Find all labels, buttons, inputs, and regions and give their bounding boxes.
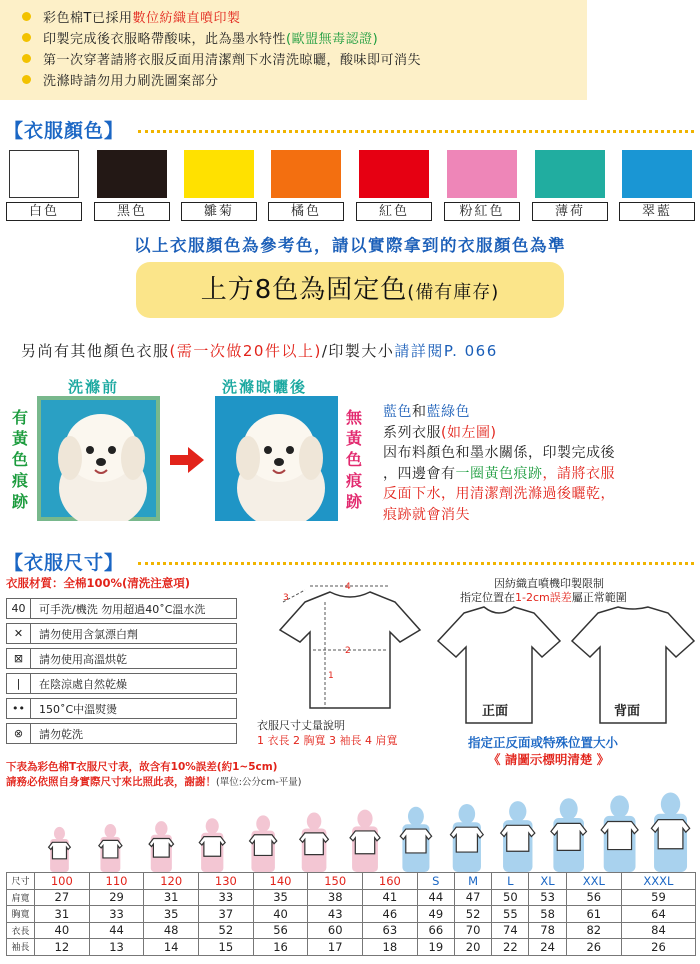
table-cell: 24 xyxy=(529,939,566,956)
fixed-sub: (備有庫存) xyxy=(407,282,500,303)
table-cell: 40 xyxy=(35,922,90,939)
table-cell: 41 xyxy=(363,889,418,906)
desc-and: 和 xyxy=(412,404,427,420)
no-dry-clean-icon: ⊗ xyxy=(7,724,31,743)
size-figure xyxy=(199,818,225,872)
adult-size-header: M xyxy=(454,873,491,890)
swatch-label: 黑色 xyxy=(94,202,170,221)
dog-before-image xyxy=(37,396,160,521)
bullet-icon xyxy=(22,75,31,84)
table-cell: 55 xyxy=(492,906,529,923)
table-cell: 44 xyxy=(89,922,144,939)
swatch-label: 紅色 xyxy=(356,202,432,221)
swatch-label: 翠藍 xyxy=(619,202,695,221)
desc-4c: ，請將衣服 xyxy=(542,465,615,482)
specify-line-2: 《 請圖示標明清楚 》 xyxy=(488,752,610,767)
iron-icon: •• xyxy=(7,699,31,718)
size-figures xyxy=(34,790,696,872)
table-cell: 63 xyxy=(363,922,418,939)
swatch-label: 橘色 xyxy=(268,202,344,221)
swatch-color xyxy=(9,150,79,198)
care-text: 請勿使用高溫烘乾 xyxy=(39,652,127,666)
table-cell: 22 xyxy=(492,939,529,956)
adult-size-header: XXXL xyxy=(621,873,695,890)
other-c: /印製大小 xyxy=(321,342,395,360)
swatch-label: 粉紅色 xyxy=(444,202,520,221)
desc-line-4 xyxy=(383,464,695,485)
size-figure xyxy=(99,824,122,872)
table-cell: 44 xyxy=(417,889,454,906)
table-cell: 33 xyxy=(199,889,254,906)
after-label: 洗滌晾曬後 xyxy=(222,378,308,396)
care-row xyxy=(6,648,237,669)
back-label: 背面 xyxy=(614,704,641,719)
table-cell: 15 xyxy=(199,939,254,956)
size-figures-svg xyxy=(34,790,696,872)
table-cell: 29 xyxy=(89,889,144,906)
desc-line-1 xyxy=(383,402,695,423)
measure-1: 1 xyxy=(328,671,334,681)
table-cell: 49 xyxy=(417,906,454,923)
swatch-label: 白色 xyxy=(6,202,82,221)
swatch-color xyxy=(359,150,429,198)
swatch-color xyxy=(271,150,341,198)
desc-see-left: (如左圖) xyxy=(441,424,497,441)
pl-a: 指定位置在 xyxy=(460,591,515,604)
note-1 xyxy=(22,6,587,27)
care-row xyxy=(6,723,237,744)
other-a: 另尚有其他顏色衣服 xyxy=(21,342,170,360)
no-bleach-icon: ✕ xyxy=(7,624,31,643)
note-4 xyxy=(22,69,587,90)
bullet-icon xyxy=(22,33,31,42)
table-cell: 60 xyxy=(308,922,363,939)
material-label: 衣服材質：全棉100%(清洗注意項) xyxy=(6,576,191,590)
size-figure xyxy=(601,795,638,872)
row-header: 胸寬 xyxy=(7,906,35,923)
care-text: 請勿乾洗 xyxy=(39,727,83,741)
note-text: 第一次穿著請將衣服反面用清潔劑下水清洗晾曬，酸味即可消失 xyxy=(43,53,422,68)
measurement-diagram xyxy=(255,580,445,719)
desc-blue: 藍色 xyxy=(383,404,412,420)
table-row xyxy=(7,906,696,923)
diagram-legend: 1 衣長 2 胸寬 3 袖長 4 肩寬 xyxy=(257,734,398,747)
table-cell: 56 xyxy=(253,922,308,939)
adult-size-header: XXL xyxy=(566,873,621,890)
table-cell: 20 xyxy=(454,939,491,956)
measure-2: 2 xyxy=(345,646,351,656)
table-cell: 31 xyxy=(144,889,199,906)
table-cell: 17 xyxy=(308,939,363,956)
bullet-icon xyxy=(22,12,31,21)
table-cell: 13 xyxy=(89,939,144,956)
left-vertical-text: 有黃色痕跡 xyxy=(11,408,28,511)
table-cell: 35 xyxy=(253,889,308,906)
adult-size-header: XL xyxy=(529,873,566,890)
table-cell: 18 xyxy=(363,939,418,956)
swatch-label: 雛菊 xyxy=(181,202,257,221)
table-cell: 12 xyxy=(35,939,90,956)
swatch-color xyxy=(622,150,692,198)
kid-size-header: 120 xyxy=(144,873,199,890)
care-row xyxy=(6,698,237,719)
row-header: 袖長 xyxy=(7,939,35,956)
table-row xyxy=(7,889,696,906)
desc-yellow-trace: 一圈黃色痕跡 xyxy=(455,465,543,482)
measure-3: 3 xyxy=(283,593,289,603)
size-figure xyxy=(350,810,380,872)
table-note-2: 請務必依照自身實際尺寸來比照此表，謝謝！ xyxy=(6,776,216,788)
table-cell: 27 xyxy=(35,889,90,906)
other-b: (需一次做20件以上) xyxy=(169,342,322,360)
kid-size-header: 130 xyxy=(199,873,254,890)
table-cell: 82 xyxy=(566,922,621,939)
bullet-icon xyxy=(22,54,31,63)
other-d: 請詳閱 xyxy=(394,342,444,360)
table-cell: 26 xyxy=(621,939,695,956)
table-cell: 84 xyxy=(621,922,695,939)
table-cell: 59 xyxy=(621,889,695,906)
size-heading: 【衣服尺寸】 xyxy=(4,552,125,574)
table-cell: 66 xyxy=(417,922,454,939)
row-header: 衣長 xyxy=(7,922,35,939)
table-row xyxy=(7,939,696,956)
right-vertical-text: 無黃色痕跡 xyxy=(345,408,362,511)
size-figure xyxy=(501,801,535,872)
kid-size-header: 110 xyxy=(89,873,144,890)
after-photo xyxy=(215,396,338,521)
note-text: 印製完成後衣服略帶酸味，此為墨水特性 xyxy=(43,32,287,47)
table-unit: (單位:公分cm-平量) xyxy=(216,777,302,788)
measure-4: 4 xyxy=(345,582,351,592)
desc-line-3: 因布料顏色和墨水關係，印製完成後 xyxy=(383,445,615,461)
kid-size-header: 100 xyxy=(35,873,90,890)
table-cell: 33 xyxy=(89,906,144,923)
care-row xyxy=(6,598,237,619)
size-figure xyxy=(149,821,173,872)
arrow-right-icon xyxy=(170,447,204,477)
care-row xyxy=(6,623,237,644)
pl-b: 1-2cm誤差 xyxy=(515,591,572,604)
table-cell: 31 xyxy=(35,906,90,923)
table-cell: 58 xyxy=(529,906,566,923)
table-cell: 47 xyxy=(454,889,491,906)
pl-c: 屬正常範圍 xyxy=(571,591,627,604)
note-3 xyxy=(22,48,587,69)
fixed-colors-banner xyxy=(136,262,564,318)
specify-line-1: 指定正反面或特殊位置大小 xyxy=(468,735,619,750)
tshirt-measure-icon xyxy=(255,580,445,715)
other-colors-note xyxy=(21,340,498,361)
swatch-color xyxy=(447,150,517,198)
table-cell: 35 xyxy=(144,906,199,923)
before-label: 洗滌前 xyxy=(68,378,120,396)
table-cell: 48 xyxy=(144,922,199,939)
table-cell: 14 xyxy=(144,939,199,956)
table-cell: 26 xyxy=(566,939,621,956)
size-figure xyxy=(651,792,689,872)
care-text: 150˚C中溫熨燙 xyxy=(39,702,118,716)
care-row xyxy=(6,673,237,694)
hand-wash-40-icon: 40 xyxy=(7,599,31,618)
desc-series: 系列衣服 xyxy=(383,424,441,441)
reference-note: 以上衣服顏色為參考色，請以實際拿到的衣服顏色為準 xyxy=(134,236,566,255)
table-cell: 78 xyxy=(529,922,566,939)
swatch-color xyxy=(97,150,167,198)
note-highlight: (歐盟無毒認證) xyxy=(286,32,379,47)
size-figure xyxy=(400,807,431,872)
table-cell: 16 xyxy=(253,939,308,956)
table-row xyxy=(7,873,696,890)
table-note-1: 下表為彩色棉T衣服尺寸表，故含有10%誤差(約1~5cm) xyxy=(6,761,278,773)
size-figure xyxy=(300,813,329,872)
note-highlight: 數位紡織直噴印製 xyxy=(132,11,241,26)
size-figure xyxy=(450,804,483,872)
diagram-title: 衣服尺寸丈量說明 xyxy=(257,719,345,732)
table-cell: 37 xyxy=(199,906,254,923)
note-2 xyxy=(22,27,587,48)
size-figure xyxy=(551,798,587,872)
table-cell: 50 xyxy=(492,889,529,906)
table-note xyxy=(6,760,302,790)
table-cell: 74 xyxy=(492,922,529,939)
colors-heading: 【衣服顏色】 xyxy=(4,120,125,142)
no-tumble-dry-icon: ⊠ xyxy=(7,649,31,668)
table-cell: 19 xyxy=(417,939,454,956)
table-cell: 38 xyxy=(308,889,363,906)
care-text: 在陰涼處自然乾燥 xyxy=(39,677,127,691)
before-photo xyxy=(37,396,160,521)
adult-size-header: L xyxy=(492,873,529,890)
adult-size-header: S xyxy=(417,873,454,890)
table-cell: 40 xyxy=(253,906,308,923)
front-label: 正面 xyxy=(482,704,509,719)
fixed-main: 上方8色為固定色 xyxy=(200,275,408,305)
desc-line-6: 痕跡就會消失 xyxy=(383,506,470,523)
row-header: 肩寬 xyxy=(7,889,35,906)
kid-size-header: 150 xyxy=(308,873,363,890)
table-cell: 53 xyxy=(529,889,566,906)
table-cell: 52 xyxy=(199,922,254,939)
desc-teal: 藍綠色 xyxy=(426,404,470,420)
table-cell: 43 xyxy=(308,906,363,923)
table-note-2-row xyxy=(6,775,302,790)
table-cell: 64 xyxy=(621,906,695,923)
dog-after-image xyxy=(215,396,338,521)
desc-line-2 xyxy=(383,423,695,444)
size-figure xyxy=(250,815,277,872)
note-text: 彩色棉T已採用 xyxy=(43,11,133,26)
care-text: 可手洗/機洗 勿用超過40˚C溫水洗 xyxy=(39,602,206,616)
table-cell: 56 xyxy=(566,889,621,906)
wash-description xyxy=(383,402,695,525)
table-cell: 61 xyxy=(566,906,621,923)
heading-dots xyxy=(138,130,694,133)
swatch-color xyxy=(535,150,605,198)
care-text: 請勿使用含氯漂白劑 xyxy=(39,627,138,641)
print-limit-line-2 xyxy=(460,589,627,605)
kid-size-header: 140 xyxy=(253,873,308,890)
print-limit-line-1: 因紡織直噴機印製限制 xyxy=(494,577,604,590)
swatch-label: 薄荷 xyxy=(532,202,608,221)
size-table xyxy=(6,872,696,956)
desc-4a: ，四邊會有 xyxy=(383,465,456,482)
swatch-color xyxy=(184,150,254,198)
table-cell: 46 xyxy=(363,906,418,923)
notes-panel xyxy=(0,0,587,100)
row-header: 尺寸 xyxy=(7,873,35,890)
table-row xyxy=(7,922,696,939)
table-cell: 52 xyxy=(454,906,491,923)
table-cell: 70 xyxy=(454,922,491,939)
desc-line-5: 反面下水，用清潔劑洗滌過後曬乾， xyxy=(383,486,615,502)
size-figure xyxy=(49,827,71,872)
page-ref: P. 066 xyxy=(443,342,498,360)
line-dry-icon: | xyxy=(7,674,31,693)
heading-dots xyxy=(138,562,694,565)
note-text: 洗滌時請勿用力刷洗圖案部分 xyxy=(43,74,219,89)
kid-size-header: 160 xyxy=(363,873,418,890)
